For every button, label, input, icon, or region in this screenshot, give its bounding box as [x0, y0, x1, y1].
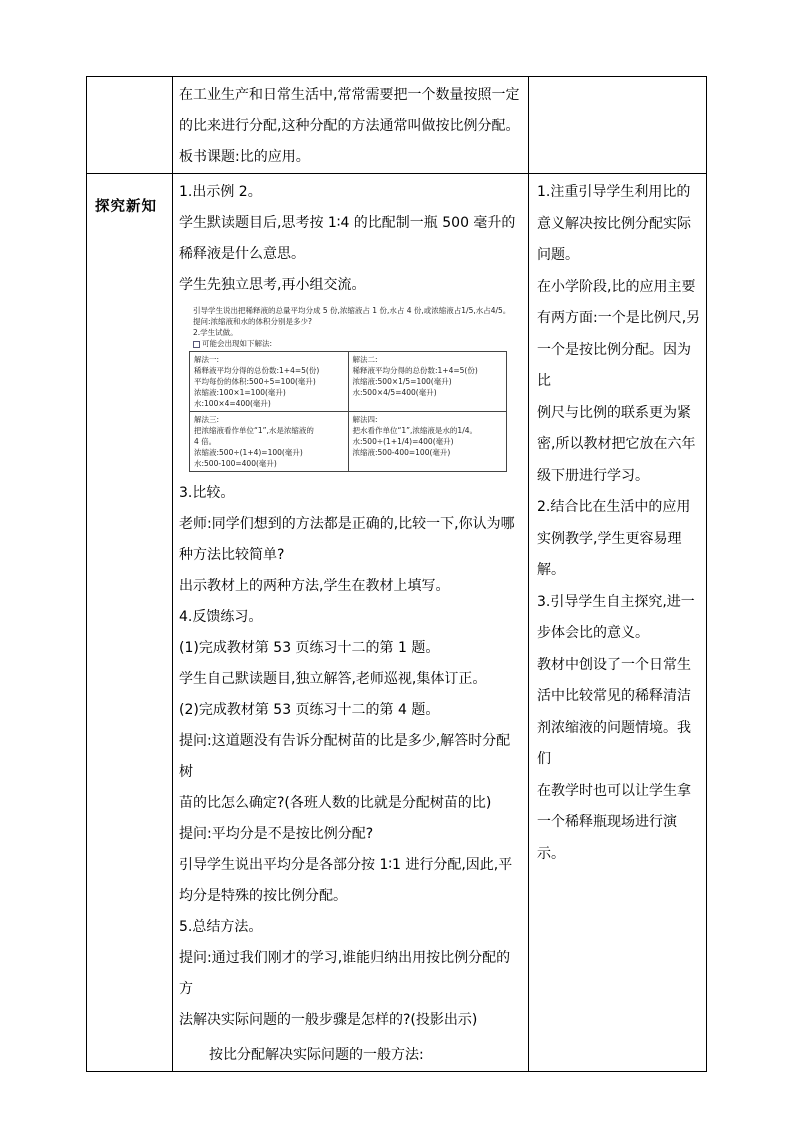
solution-line: 水:500×4/5=400(毫升)	[352, 388, 437, 397]
solution-line: 解法四:	[352, 415, 378, 424]
content-line: 5.总结方法。	[179, 919, 263, 935]
intro-line: 板书课题:比的应用。	[179, 149, 310, 165]
content-line: (1)完成教材第 53 页练习十二的第 1 题。	[179, 640, 440, 656]
content-line: 提问:平均分是不是按比例分配?	[179, 826, 374, 842]
solution-line: 水:500÷(1+1/4)=400(毫升)	[352, 437, 454, 446]
solution-line: 解法二:	[352, 355, 378, 364]
section-title: 探究新知	[95, 199, 157, 215]
solution-three	[190, 412, 349, 472]
intro-row	[87, 77, 707, 174]
solution-line: 浓缩液:100×1=100(毫升)	[194, 388, 286, 397]
note-line: 实例教学,学生更容易理解。	[537, 530, 682, 578]
content-line: 出示教材上的两种方法,学生在教材上填写。	[179, 578, 450, 594]
content-line: 稀释液是什么意思。	[179, 246, 305, 262]
note-line: 剂浓缩液的问题情境。我们	[537, 719, 691, 767]
solutions-table	[189, 351, 507, 472]
solution-two	[348, 352, 507, 412]
note-line: 步体会比的意义。	[537, 625, 649, 641]
solution-line: 把浓缩液看作单位“1”,水是浓缩液的	[194, 426, 314, 435]
figure-line: 引导学生说出把稀释液的总量平均分成 5 份,浓缩液占 1 份,水占 4 份,或浓缩液占1/5,水占4/5。	[193, 306, 511, 315]
note-line: 在小学阶段,比的应用主要	[537, 278, 696, 295]
solution-line: 解法一:	[194, 355, 220, 364]
content-line: 学生先独立思考,再小组交流。	[179, 277, 366, 293]
solution-line: 稀释液平均分得的总份数:1+4=5(份)	[194, 366, 320, 375]
solution-line: 水:500-100=400(毫升)	[194, 459, 277, 468]
solution-line: 水:100×4=400(毫升)	[194, 399, 271, 408]
note-line: 级下册进行学习。	[537, 467, 649, 484]
intro-notes-cell	[529, 77, 707, 174]
note-line: 问题。	[537, 247, 579, 263]
content-line: 3.比较。	[179, 485, 235, 501]
content-line: 学生默读题目后,思考按 1∶4 的比配制一瓶 500 毫升的	[179, 215, 516, 231]
note-line: 1.注重引导学生利用比的	[537, 184, 691, 200]
section-notes-cell	[529, 174, 707, 1072]
solution-four	[348, 412, 507, 472]
note-line: 活中比较常见的稀释清洁	[537, 688, 691, 704]
content-line: (2)完成教材第 53 页练习十二的第 4 题。	[179, 702, 440, 718]
lesson-plan-table	[86, 76, 707, 1072]
section-content-cell	[173, 174, 529, 1072]
note-line: 3.引导学生自主探究,进一	[537, 593, 695, 610]
solution-line: 浓缩液:500-400=100(毫升)	[352, 448, 451, 457]
solution-line: 把水看作单位“1”,浓缩液是水的1/4。	[352, 426, 477, 435]
content-line: 种方法比较简单?	[179, 547, 285, 563]
figure-line-text: 可能会出现如下解法:	[202, 339, 273, 348]
content-line: 均分是特殊的按比例分配。	[179, 888, 347, 904]
section-label-cell	[87, 174, 173, 1072]
intro-content-cell	[173, 77, 529, 174]
intro-label-cell	[87, 77, 173, 174]
solution-line: 4 倍。	[194, 437, 217, 446]
intro-line: 的比来进行分配,这种分配的方法通常叫做按比例分配。	[179, 118, 520, 134]
solution-line: 解法三:	[194, 415, 220, 424]
note-line: 意义解决按比例分配实际	[537, 215, 691, 232]
content-line: 提问:这道题没有告诉分配树苗的比是多少,解答时分配树	[179, 733, 511, 780]
note-line: 2.结合比在生活中的应用	[537, 499, 691, 515]
content-line: 学生自己默读题目,独立解答,老师巡视,集体订正。	[179, 671, 487, 687]
solution-line: 平均每份的体积:500÷5=100(毫升)	[194, 377, 316, 386]
figure-line: 提问:浓缩液和水的体积分别是多少?	[193, 317, 313, 326]
intro-line: 在工业生产和日常生活中,常常需要把一个数量按照一定	[179, 87, 520, 103]
note-line: 一个稀释瓶现场进行演示。	[537, 814, 677, 862]
note-line: 在教学时也可以让学生拿	[537, 782, 691, 799]
solution-one	[190, 352, 349, 412]
figure-line	[189, 338, 511, 349]
note-line: 例尺与比例的联系更为紧	[537, 404, 691, 421]
content-line: 提问:通过我们刚才的学习,谁能归纳出用按比例分配的方	[179, 950, 511, 997]
content-line: 1.出示例 2。	[179, 184, 262, 200]
content-line: 法解决实际问题的一般步骤是怎样的?(投影出示)	[179, 1012, 478, 1028]
figure-line: 2.学生试做。	[193, 328, 238, 337]
solution-figure	[189, 305, 511, 472]
solution-line: 浓缩液:500×1/5=100(毫升)	[352, 377, 452, 386]
content-line: 苗的比怎么确定?(各班人数的比就是分配树苗的比)	[179, 795, 492, 811]
content-line: 4.反馈练习。	[179, 609, 263, 625]
content-line: 引导学生说出平均分是各部分按 1∶1 进行分配,因此,平	[179, 857, 513, 873]
note-line: 密,所以教材把它放在六年	[537, 436, 696, 452]
note-line: 一个是按比例分配。因为比	[537, 341, 691, 389]
note-line: 有两方面:一个是比例尺,另	[537, 310, 701, 326]
closing-line: 按比分配解决实际问题的一般方法:	[209, 1047, 424, 1063]
solution-line: 稀释液平均分得的总份数:1+4=5(份)	[352, 366, 478, 375]
table-anchor-icon	[193, 341, 200, 348]
solution-line: 浓缩液:500÷(1+4)=100(毫升)	[194, 448, 303, 457]
explore-row	[87, 174, 707, 1072]
note-line: 教材中创设了一个日常生	[537, 656, 691, 673]
content-line: 老师:同学们想到的方法都是正确的,比较一下,你认为哪	[179, 516, 515, 532]
